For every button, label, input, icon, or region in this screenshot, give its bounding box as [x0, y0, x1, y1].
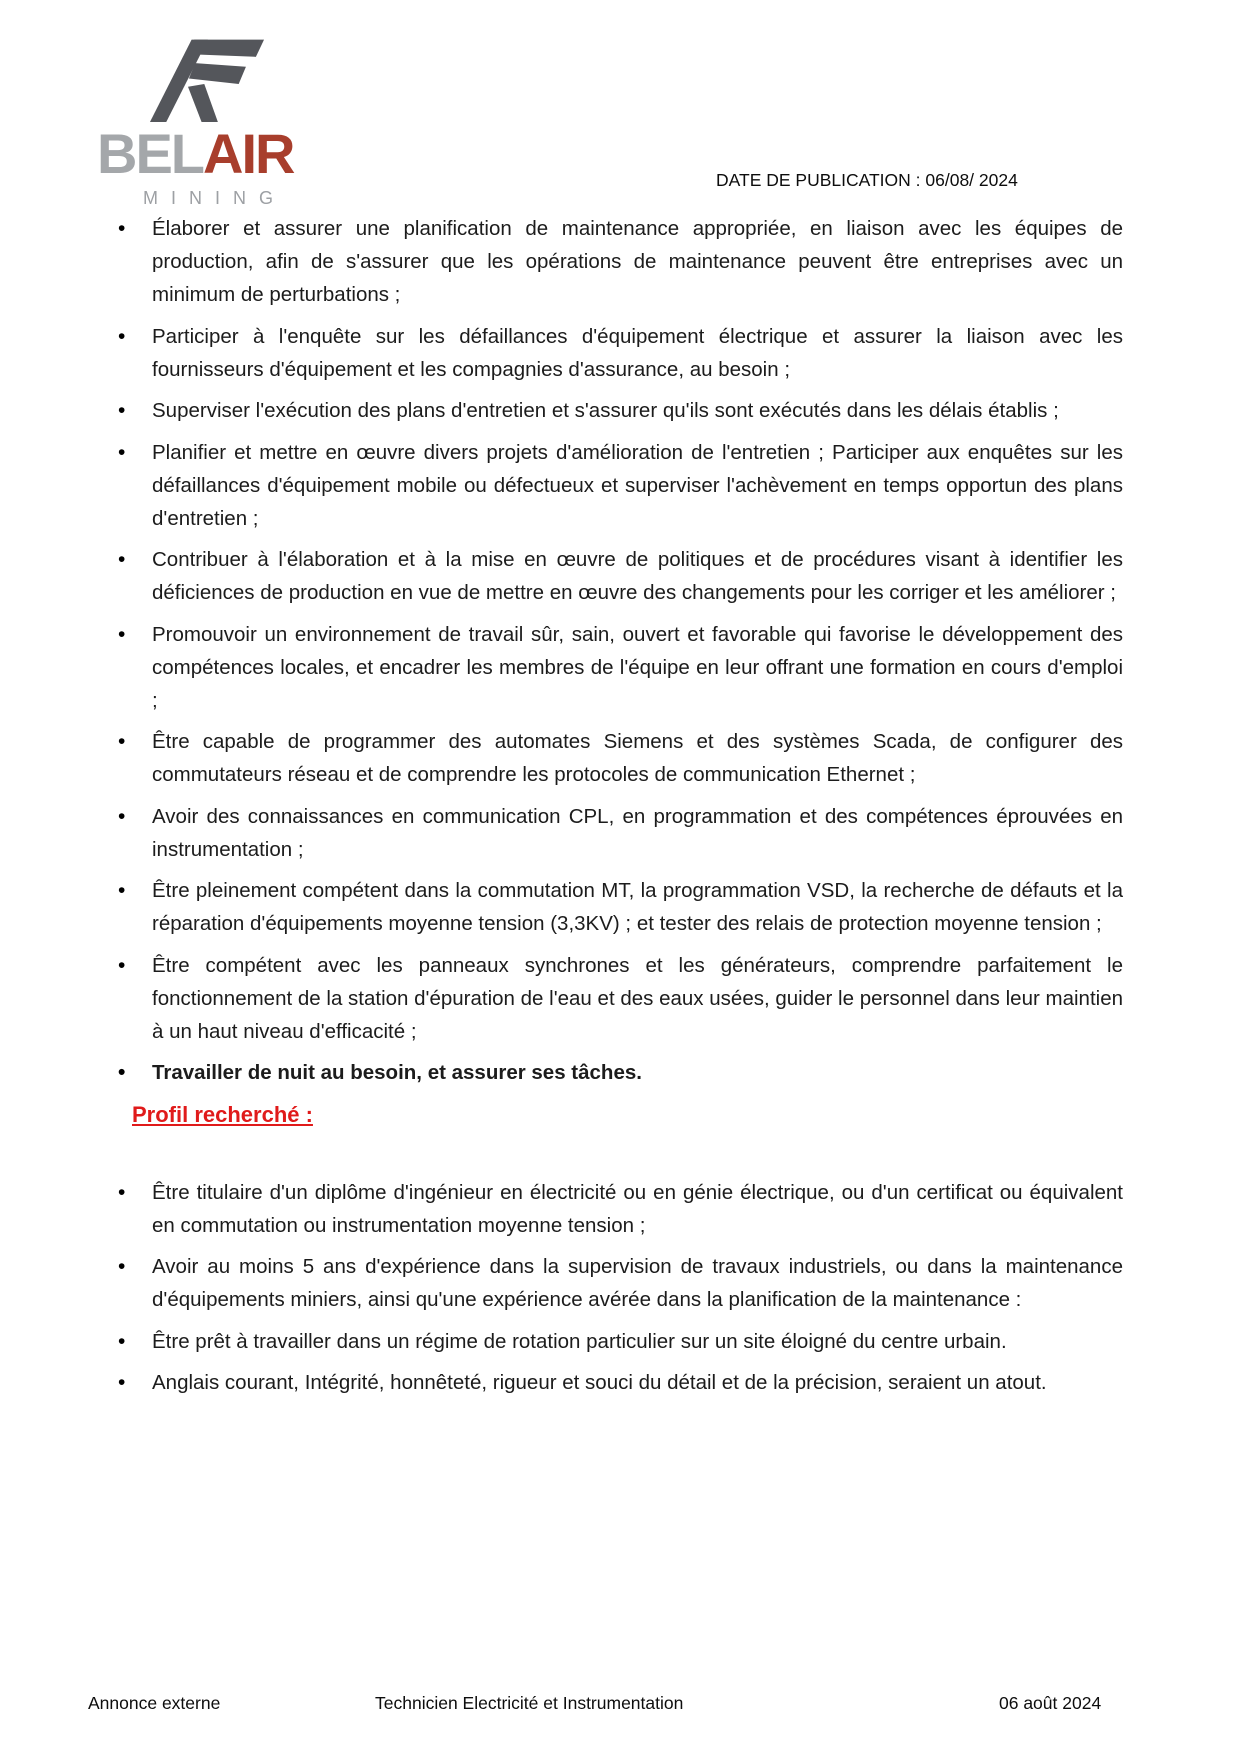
list-item: • Contribuer à l'élaboration et à la mise en œuvre de politiques et de procédures visant à identifier les déficiences de production en vue de mettre en œuvre des changements pour les corriger et les améliorer ; — [100, 543, 1123, 609]
list-item: • Planifier et mettre en œuvre divers projets d'amélioration de l'entretien ; Participer aux enquêtes sur les défaillances d'équipement mobile ou défectueux et superviser l'achèvement en temps opportun des plans d'entretien ; — [100, 436, 1123, 535]
list-item: • Être pleinement compétent dans la commutation MT, la programmation VSD, la recherche de défauts et la réparation d'équipements moyenne tension (3,3KV) ; et tester des relais de protection moyenne tension ; — [100, 874, 1123, 940]
logo-wordmark — [97, 122, 327, 185]
belair-logo — [97, 36, 327, 209]
footer-job-title: Technicien Electricité et Instrumentation — [375, 1693, 684, 1713]
list-item: • Être prêt à travailler dans un régime de rotation particulier sur un site éloigné du centre urbain. — [100, 1325, 1123, 1358]
list-item: • Superviser l'exécution des plans d'entretien et s'assurer qu'ils sont exécutés dans les délais établis ; — [100, 394, 1123, 427]
responsibilities-list — [100, 212, 1123, 1089]
profile-section-heading: Profil recherché : — [132, 1101, 313, 1127]
list-item: • Être compétent avec les panneaux synchrones et les générateurs, comprendre parfaitement le fonctionnement de la station d'épuration de l'eau et des eaux usées, guider le personnel dans leur maintien à un haut niveau d'efficacité ; — [100, 949, 1123, 1048]
list-item: • Élaborer et assurer une planification de maintenance appropriée, en liaison avec les équipes de production, afin de s'assurer que les opérations de maintenance peuvent être entreprises avec un minimum de perturbations ; — [100, 212, 1123, 311]
profile-list — [100, 1176, 1123, 1400]
list-item: • Anglais courant, Intégrité, honnêteté, rigueur et souci du détail et de la précision, seraient un atout. — [100, 1366, 1123, 1399]
list-item: • Être capable de programmer des automates Siemens et des systèmes Scada, de configurer des commutateurs réseau et de comprendre les protocoles de communication Ethernet ; — [100, 725, 1123, 791]
publication-date: DATE DE PUBLICATION : 06/08/ 2024 — [716, 170, 1018, 190]
page-footer — [0, 1693, 1241, 1723]
footer-date: 06 août 2024 — [999, 1693, 1102, 1713]
list-item: • Avoir au moins 5 ans d'expérience dans la supervision de travaux industriels, ou dans la maintenance d'équipements miniers, ainsi qu'une expérience avérée dans la planification de la maintenance : — [100, 1250, 1123, 1316]
belair-mountain-mark-icon — [145, 36, 269, 122]
list-item-night-shift: • Travailler de nuit au besoin, et assurer ses tâches. — [100, 1056, 1123, 1089]
footer-announcement-type: Annonce externe — [88, 1693, 221, 1713]
list-item: • Promouvoir un environnement de travail sûr, sain, ouvert et favorable qui favorise le développement des compétences locales, et encadrer les membres de l'équipe en leur offrant une formation en cours d'emploi ; — [100, 618, 1123, 717]
list-item: • Avoir des connaissances en communication CPL, en programmation et des compétences éprouvées en instrumentation ; — [100, 800, 1123, 866]
list-item: • Participer à l'enquête sur les défaillances d'équipement électrique et assurer la liaison avec les fournisseurs d'équipement et les compagnies d'assurance, au besoin ; — [100, 320, 1123, 386]
document-body — [100, 212, 1123, 1408]
list-item: • Être titulaire d'un diplôme d'ingénieur en électricité ou en génie électrique, ou d'un certificat ou équivalent en commutation ou instrumentation moyenne tension ; — [100, 1176, 1123, 1242]
logo-text-bel: BEL — [97, 122, 203, 185]
logo-text-air: AIR — [203, 122, 294, 185]
logo-text-mining: MINING — [143, 188, 286, 208]
